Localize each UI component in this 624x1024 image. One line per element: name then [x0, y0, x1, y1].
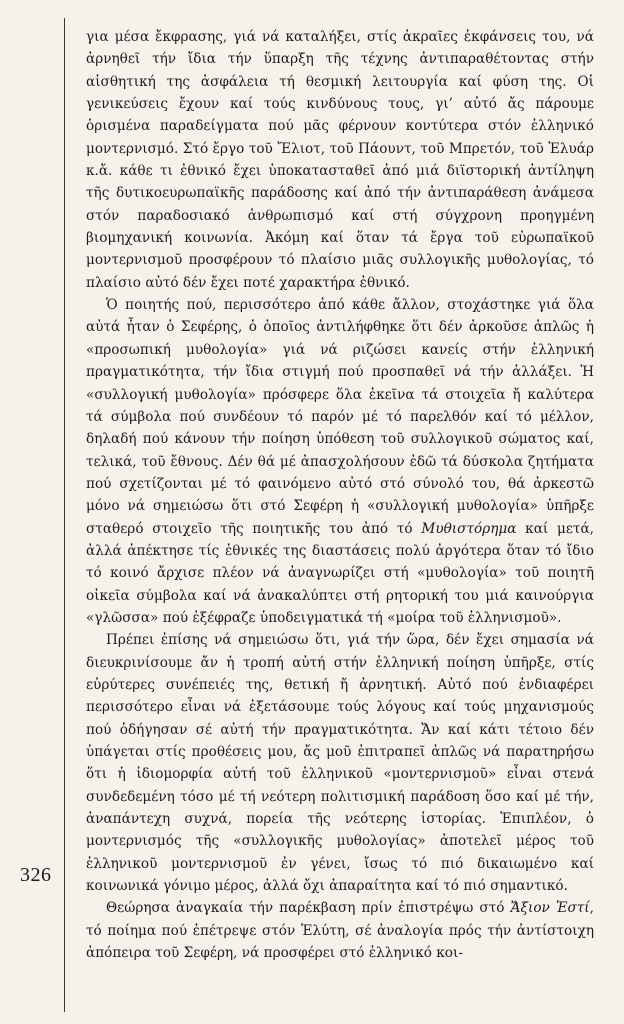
paragraph [86, 294, 594, 629]
italic-title: Ἄξιον Ἐστί [510, 900, 590, 917]
body-text [86, 26, 594, 964]
page-number: 326 [20, 864, 52, 886]
italic-title: Μυθιστόρημα [421, 520, 517, 537]
text-segment: , τό ποίημα πού ἐπέτρεψε στόν Ἐλύτη, σέ ἀναλογία πρός τήν ἀντίστοιχη ἀπόπειρα τοῦ Σεφέρη, νά προσφέρει στό ἑλληνικό κοι- [86, 900, 594, 962]
paragraph [86, 897, 594, 964]
text-segment: καί μετά, ἀλλά ἀπέκτησε τίς ἐθνικές της διαστάσεις πολύ ἀργότερα ὅταν τό ἴδιο τό κοινό ἄρχισε πλέον νά ἀναγνωρίζει στή «μυθολογία» τοῦ ποιητῆ οἰκεῖα σύμβολα καί νά ἀνακαλύπτει στή ρητορική του μιά καινούργια «γλῶσσα» πού ἐξέφραζε ὑποδειγματικά τή «μοίρα τοῦ ἑλληνισμοῦ». [86, 520, 594, 626]
text-segment: Ὁ ποιητής πού, περισσότερο ἀπό κάθε ἄλλον, στοχάστηκε γιά ὅλα αὐτά ἦταν ὁ Σεφέρης, ὁ ὁποῖος ἀντιλήφθηκε ὅτι δέν ἀρκοῦσε ἁπλῶς ἡ «προσωπική μυθολογία» γιά νά ριζώσει κανείς στήν ἑλληνική πραγματικότητα, τήν ἴδια στιγμή πού προσπαθεῖ νά τήν ἀλλάξει. Ἡ «συλλογική μυθολογία» πρόσφερε ὅλα ἐκεῖνα τά στοιχεῖα ἤ καλύτερα τά σύμβολα πού συνδέουν τό παρόν μέ τό παρελθόν καί τό μέλλον, δηλαδή πού κάνουν τήν ποίηση ὑπόθεση τοῦ συλλογικοῦ σώματος καί, τελικά, τοῦ ἔθνους. Δέν θά μέ ἀπασχολήσουν ἐδῶ τά δύσκολα ζητήματα πού σχετίζονται μέ τό φαινόμενο αὐτό στό σύνολό του, θά ἀρκεστῶ μόνο νά σημειώσω ὅτι στό Σεφέρη ἡ «συλλογική μυθολογία» ὑπῆρξε σταθερό στοιχεῖο τῆς ποιητικῆς του ἀπό τό [86, 297, 594, 537]
paragraph [86, 629, 594, 897]
margin-rule [64, 18, 65, 1012]
paragraph [86, 26, 594, 294]
text-segment: για μέσα ἔκφρασης, γιά νά καταλήξει, στίς ἀκραῖες ἐκφάνσεις του, νά ἀρνηθεῖ τήν ἴδια τήν ὕπαρξη τῆς τέχνης ἀντιπαραθέτοντας στήν αἰσθητική της ἀσφάλεια τή θεσμική λειτουργία καί φύση της. Οἱ γενικεύσεις ἔχουν καί τούς κινδύνους τους, γι’ αὐτό ἄς πάρουμε ὁρισμένα παραδείγματα πού μᾶς φέρνουν κοντύτερα στόν ἑλληνικό μοντερνισμό. Στό ἔργο τοῦ Ἔλιοτ, τοῦ Πάουντ, τοῦ Μπρετόν, τοῦ Ἐλυάρ κ.ἄ. κάθε τι ἐθνικό ἔχει ὑποκατασταθεῖ ἀπό μιά διϊστορική ἀντίληψη τῆς δυτικοευρωπαϊκῆς παράδοσης καί ἀπό τήν ἀντιπαράθεση ἀνάμεσα στόν παραδοσιακό ἀνθρωπισμό καί στή σύγχρονη προηγμένη βιομηχανική κοινωνία. Ἀκόμη καί ὅταν τά ἔργα τοῦ εὐρωπαϊκοῦ μοντερνισμοῦ προσφέρουν τό πλαίσιο μιᾶς συλλογικῆς μυθολογίας, τό πλαίσιο αὐτό δέν ἔχει ποτέ χαρακτήρα ἐθνικό. [86, 29, 594, 291]
text-segment: Πρέπει ἐπίσης νά σημειώσω ὅτι, γιά τήν ὥρα, δέν ἔχει σημασία νά διευκρινίσουμε ἄν ἡ τροπή αὐτή στήν ἑλληνική ποίηση ὑπῆρξε, στίς εὐρύτερες συνέπειές της, θετική ἤ ἀρνητική. Αὐτό πού ἐνδιαφέρει περισσότερο εἶναι νά ἐξετάσουμε τούς λόγους καί τούς μηχανισμούς πού ὁδήγησαν σέ αὐτή τήν πραγματικότητα. Ἄν καί κάτι τέτοιο δέν ὑπάγεται στίς προθέσεις μου, ἄς μοῦ ἐπιτραπεῖ ἁπλῶς νά παρατηρήσω ὅτι ἡ ἰδιομορφία αὐτή τοῦ ἑλληνικοῦ «μοντερνισμοῦ» εἶναι στενά συνδεδεμένη τόσο μέ τή νεότερη πολιτισμική παράδοση ὅσο καί μέ τήν, ἀναπάντεχη συχνά, πορεία τῆς νεότερης ἱστορίας. Ἐπιπλέον, ὁ μοντερνισμός τῆς «συλλογικῆς μυθολογίας» ἀποτελεῖ μέρος τοῦ ἑλληνικοῦ μοντερνισμοῦ ἐν γένει, ἴσως τό πιό δικαιωμένο καί κοινωνικά γόνιμο μέρος, ἀλλά ὄχι ἀπαραίτητα καί τό πιό σημαντικό. [86, 632, 594, 895]
text-segment: Θεώρησα ἀναγκαία τήν παρέκβαση πρίν ἐπιστρέψω στό [106, 900, 511, 917]
